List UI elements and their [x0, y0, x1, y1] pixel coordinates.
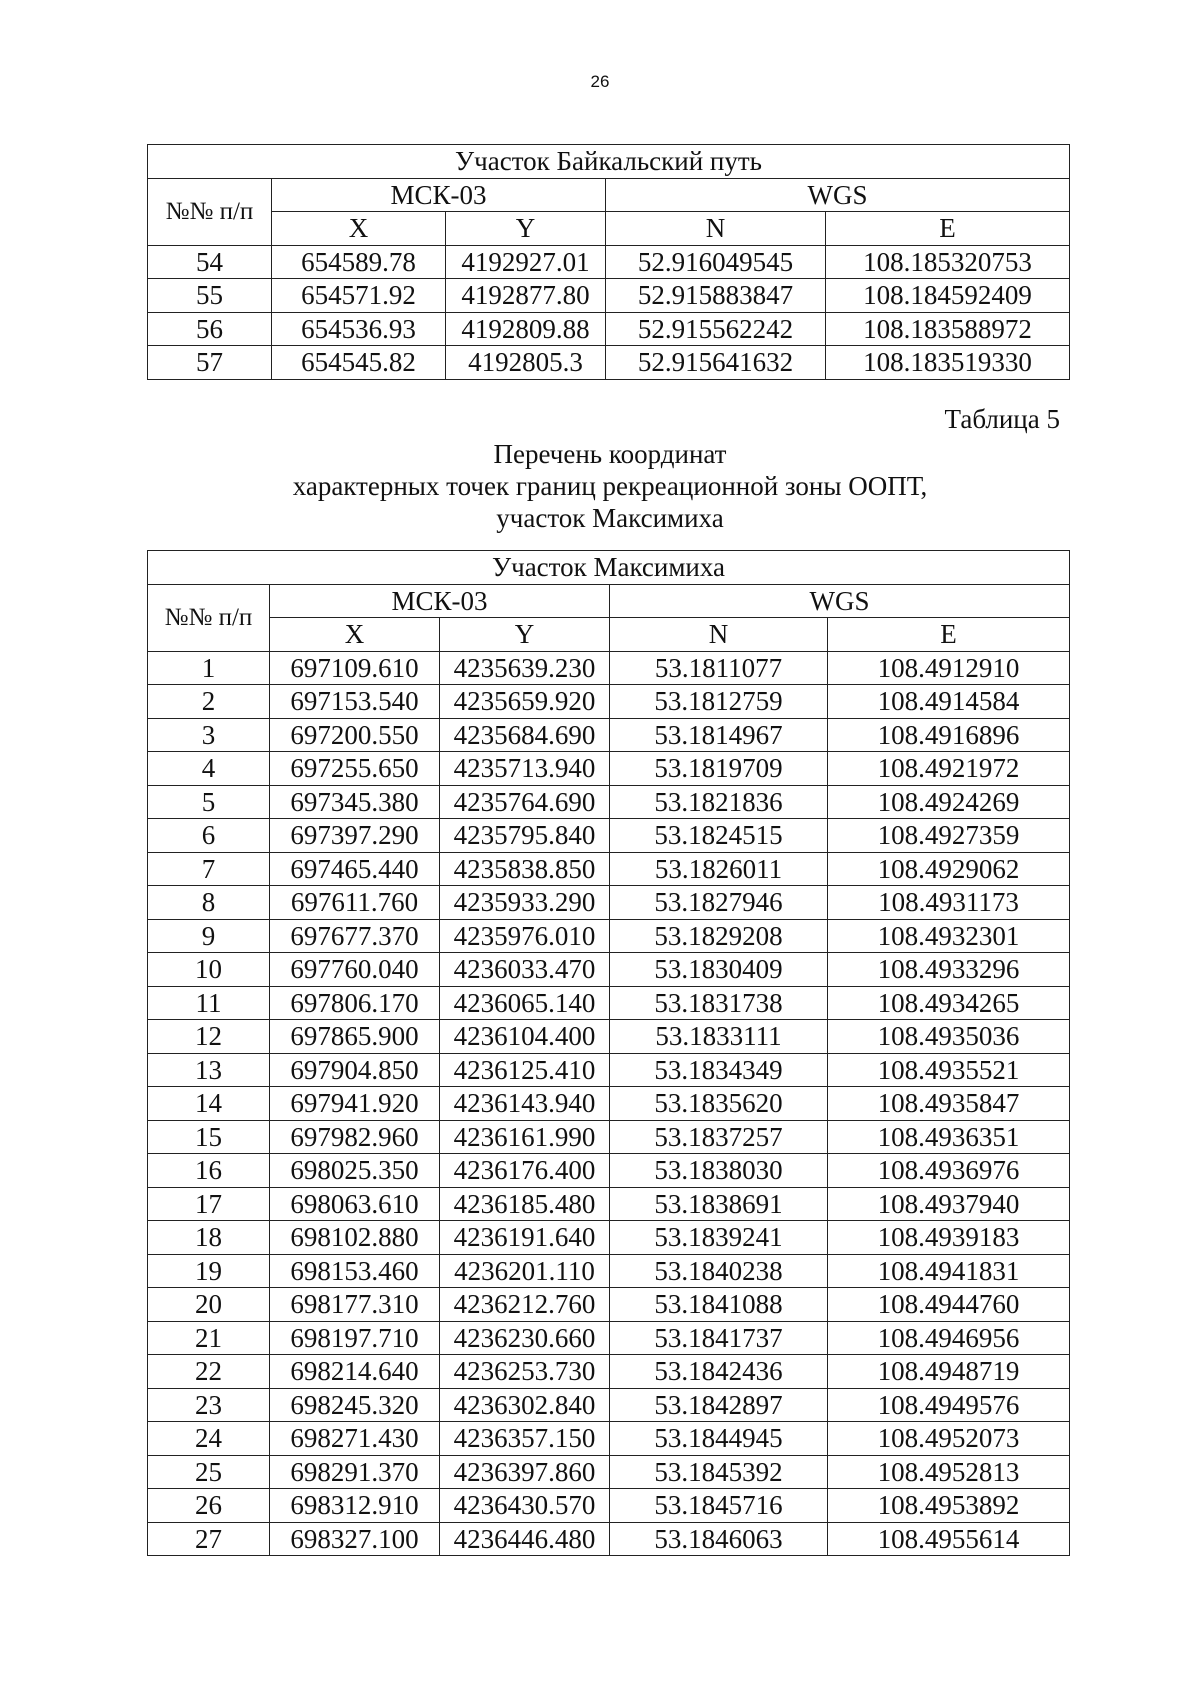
table-label: Таблица 5 — [944, 404, 1060, 434]
cell-n: 53.1846063 — [610, 1522, 828, 1556]
coordinates-table-maksimikha — [147, 550, 1070, 1556]
table-row — [148, 886, 1070, 920]
row-number-header: №№ п/п — [148, 178, 272, 245]
table-caption: Участок Байкальский путь — [148, 145, 1070, 179]
cell-point-number: 12 — [148, 1020, 270, 1054]
cell-y: 4236161.990 — [440, 1120, 610, 1154]
table-title — [0, 438, 1200, 534]
cell-n: 53.1835620 — [610, 1087, 828, 1121]
cell-point-number: 4 — [148, 752, 270, 786]
cell-y: 4236212.760 — [440, 1288, 610, 1322]
table-row — [148, 1388, 1070, 1422]
table-row — [148, 1288, 1070, 1322]
cell-e: 108.4949576 — [828, 1388, 1070, 1422]
table-row — [148, 346, 1070, 380]
table-row — [148, 819, 1070, 853]
cell-point-number: 24 — [148, 1422, 270, 1456]
cell-x: 697677.370 — [270, 919, 440, 953]
cell-x: 698197.710 — [270, 1321, 440, 1355]
cell-n: 52.916049545 — [606, 245, 826, 279]
cell-x: 654536.93 — [272, 312, 446, 346]
table-row — [148, 651, 1070, 685]
cell-point-number: 57 — [148, 346, 272, 380]
cell-y: 4236176.400 — [440, 1154, 610, 1188]
coordinates-table-baikal-path — [147, 144, 1070, 380]
cell-y: 4236397.860 — [440, 1455, 610, 1489]
column-header-x: X — [270, 618, 440, 652]
column-header-n: N — [610, 618, 828, 652]
cell-n: 53.1838030 — [610, 1154, 828, 1188]
cell-point-number: 17 — [148, 1187, 270, 1221]
cell-y: 4235764.690 — [440, 785, 610, 819]
cell-point-number: 16 — [148, 1154, 270, 1188]
cell-e: 108.4952073 — [828, 1422, 1070, 1456]
cell-point-number: 25 — [148, 1455, 270, 1489]
table-row — [148, 245, 1070, 279]
cell-point-number: 20 — [148, 1288, 270, 1322]
cell-n: 53.1838691 — [610, 1187, 828, 1221]
cell-n: 52.915641632 — [606, 346, 826, 380]
cell-e: 108.4944760 — [828, 1288, 1070, 1322]
cell-n: 53.1837257 — [610, 1120, 828, 1154]
cell-x: 698214.640 — [270, 1355, 440, 1389]
cell-point-number: 14 — [148, 1087, 270, 1121]
cell-point-number: 6 — [148, 819, 270, 853]
cell-point-number: 21 — [148, 1321, 270, 1355]
cell-y: 4236430.570 — [440, 1489, 610, 1523]
cell-e: 108.4912910 — [828, 651, 1070, 685]
cell-e: 108.185320753 — [826, 245, 1070, 279]
cell-x: 698245.320 — [270, 1388, 440, 1422]
cell-n: 53.1841088 — [610, 1288, 828, 1322]
cell-e: 108.4929062 — [828, 852, 1070, 886]
cell-e: 108.4927359 — [828, 819, 1070, 853]
cell-n: 53.1839241 — [610, 1221, 828, 1255]
cell-x: 698177.310 — [270, 1288, 440, 1322]
cell-point-number: 8 — [148, 886, 270, 920]
cell-e: 108.4946956 — [828, 1321, 1070, 1355]
cell-point-number: 26 — [148, 1489, 270, 1523]
msk-header: МСК-03 — [270, 584, 610, 618]
cell-e: 108.4932301 — [828, 919, 1070, 953]
table-row — [148, 1187, 1070, 1221]
cell-e: 108.4924269 — [828, 785, 1070, 819]
cell-y: 4236191.640 — [440, 1221, 610, 1255]
cell-point-number: 9 — [148, 919, 270, 953]
cell-n: 53.1821836 — [610, 785, 828, 819]
table-row — [148, 1355, 1070, 1389]
cell-y: 4235976.010 — [440, 919, 610, 953]
cell-n: 53.1845716 — [610, 1489, 828, 1523]
page-number: 26 — [590, 72, 610, 91]
cell-x: 698271.430 — [270, 1422, 440, 1456]
cell-point-number: 3 — [148, 718, 270, 752]
cell-y: 4235659.920 — [440, 685, 610, 719]
cell-n: 53.1842897 — [610, 1388, 828, 1422]
table-row — [148, 1254, 1070, 1288]
cell-x: 698063.610 — [270, 1187, 440, 1221]
cell-x: 697982.960 — [270, 1120, 440, 1154]
cell-x: 697255.650 — [270, 752, 440, 786]
cell-x: 698025.350 — [270, 1154, 440, 1188]
column-header-x: X — [272, 212, 446, 246]
cell-x: 697865.900 — [270, 1020, 440, 1054]
cell-x: 697904.850 — [270, 1053, 440, 1087]
cell-x: 697806.170 — [270, 986, 440, 1020]
cell-point-number: 56 — [148, 312, 272, 346]
cell-n: 53.1830409 — [610, 953, 828, 987]
cell-y: 4192805.3 — [446, 346, 606, 380]
cell-y: 4236125.410 — [440, 1053, 610, 1087]
cell-n: 53.1844945 — [610, 1422, 828, 1456]
cell-e: 108.4948719 — [828, 1355, 1070, 1389]
table-row — [148, 279, 1070, 313]
cell-y: 4192877.80 — [446, 279, 606, 313]
table-row — [148, 953, 1070, 987]
table-row — [148, 919, 1070, 953]
cell-x: 698291.370 — [270, 1455, 440, 1489]
cell-e: 108.4935036 — [828, 1020, 1070, 1054]
table-row — [148, 785, 1070, 819]
cell-y: 4235795.840 — [440, 819, 610, 853]
cell-point-number: 15 — [148, 1120, 270, 1154]
cell-e: 108.4939183 — [828, 1221, 1070, 1255]
cell-y: 4236104.400 — [440, 1020, 610, 1054]
table-row — [148, 1455, 1070, 1489]
cell-point-number: 2 — [148, 685, 270, 719]
cell-y: 4236302.840 — [440, 1388, 610, 1422]
cell-x: 697611.760 — [270, 886, 440, 920]
cell-n: 53.1814967 — [610, 718, 828, 752]
table-title-line: характерных точек границ рекреационной зоны ООПТ, — [292, 471, 928, 501]
cell-y: 4235639.230 — [440, 651, 610, 685]
cell-point-number: 22 — [148, 1355, 270, 1389]
cell-y: 4236033.470 — [440, 953, 610, 987]
cell-point-number: 1 — [148, 651, 270, 685]
cell-point-number: 18 — [148, 1221, 270, 1255]
cell-n: 53.1842436 — [610, 1355, 828, 1389]
cell-point-number: 13 — [148, 1053, 270, 1087]
column-header-y: Y — [446, 212, 606, 246]
cell-x: 697397.290 — [270, 819, 440, 853]
table-row — [148, 1053, 1070, 1087]
cell-x: 697200.550 — [270, 718, 440, 752]
cell-e: 108.184592409 — [826, 279, 1070, 313]
cell-x: 654545.82 — [272, 346, 446, 380]
table-row — [148, 1154, 1070, 1188]
cell-point-number: 11 — [148, 986, 270, 1020]
cell-e: 108.4935521 — [828, 1053, 1070, 1087]
cell-x: 698153.460 — [270, 1254, 440, 1288]
cell-point-number: 10 — [148, 953, 270, 987]
cell-n: 53.1833111 — [610, 1020, 828, 1054]
cell-x: 697109.610 — [270, 651, 440, 685]
table-row — [148, 752, 1070, 786]
cell-n: 53.1811077 — [610, 651, 828, 685]
cell-point-number: 54 — [148, 245, 272, 279]
cell-e: 108.4935847 — [828, 1087, 1070, 1121]
cell-x: 698312.910 — [270, 1489, 440, 1523]
cell-e: 108.4931173 — [828, 886, 1070, 920]
cell-y: 4235684.690 — [440, 718, 610, 752]
cell-y: 4192927.01 — [446, 245, 606, 279]
cell-y: 4235713.940 — [440, 752, 610, 786]
cell-point-number: 55 — [148, 279, 272, 313]
table-row — [148, 1489, 1070, 1523]
table-row — [148, 718, 1070, 752]
cell-x: 698102.880 — [270, 1221, 440, 1255]
cell-e: 108.4937940 — [828, 1187, 1070, 1221]
table-row — [148, 1422, 1070, 1456]
table-row — [148, 986, 1070, 1020]
cell-x: 697760.040 — [270, 953, 440, 987]
cell-x: 654571.92 — [272, 279, 446, 313]
column-header-y: Y — [440, 618, 610, 652]
cell-y: 4236230.660 — [440, 1321, 610, 1355]
cell-e: 108.183519330 — [826, 346, 1070, 380]
cell-e: 108.4941831 — [828, 1254, 1070, 1288]
cell-e: 108.4921972 — [828, 752, 1070, 786]
cell-e: 108.4936976 — [828, 1154, 1070, 1188]
cell-y: 4235838.850 — [440, 852, 610, 886]
cell-n: 53.1831738 — [610, 986, 828, 1020]
msk-header: МСК-03 — [272, 178, 606, 212]
cell-y: 4236143.940 — [440, 1087, 610, 1121]
table-row — [148, 1020, 1070, 1054]
cell-x: 698327.100 — [270, 1522, 440, 1556]
cell-x: 697465.440 — [270, 852, 440, 886]
cell-n: 53.1829208 — [610, 919, 828, 953]
cell-n: 52.915883847 — [606, 279, 826, 313]
cell-y: 4236201.110 — [440, 1254, 610, 1288]
table-caption: Участок Максимиха — [148, 551, 1070, 585]
cell-x: 697941.920 — [270, 1087, 440, 1121]
cell-n: 53.1840238 — [610, 1254, 828, 1288]
cell-n: 53.1824515 — [610, 819, 828, 853]
cell-e: 108.4952813 — [828, 1455, 1070, 1489]
row-number-header: №№ п/п — [148, 584, 270, 651]
cell-y: 4235933.290 — [440, 886, 610, 920]
cell-n: 53.1819709 — [610, 752, 828, 786]
cell-x: 654589.78 — [272, 245, 446, 279]
table-row — [148, 1522, 1070, 1556]
cell-y: 4236357.150 — [440, 1422, 610, 1456]
table-row — [148, 1221, 1070, 1255]
cell-n: 53.1812759 — [610, 685, 828, 719]
cell-n: 52.915562242 — [606, 312, 826, 346]
cell-point-number: 27 — [148, 1522, 270, 1556]
table-row — [148, 685, 1070, 719]
table-row — [148, 852, 1070, 886]
cell-n: 53.1826011 — [610, 852, 828, 886]
table-row — [148, 1120, 1070, 1154]
table-row — [148, 1321, 1070, 1355]
cell-n: 53.1845392 — [610, 1455, 828, 1489]
cell-x: 697345.380 — [270, 785, 440, 819]
cell-y: 4192809.88 — [446, 312, 606, 346]
table-title-line: Перечень координат — [493, 439, 727, 469]
column-header-n: N — [606, 212, 826, 246]
cell-e: 108.4953892 — [828, 1489, 1070, 1523]
cell-e: 108.4914584 — [828, 685, 1070, 719]
cell-n: 53.1827946 — [610, 886, 828, 920]
cell-y: 4236446.480 — [440, 1522, 610, 1556]
cell-e: 108.4936351 — [828, 1120, 1070, 1154]
column-header-e: E — [826, 212, 1070, 246]
cell-e: 108.183588972 — [826, 312, 1070, 346]
cell-point-number: 7 — [148, 852, 270, 886]
cell-n: 53.1834349 — [610, 1053, 828, 1087]
cell-y: 4236185.480 — [440, 1187, 610, 1221]
wgs-header: WGS — [606, 178, 1070, 212]
cell-e: 108.4916896 — [828, 718, 1070, 752]
column-header-e: E — [828, 618, 1070, 652]
table-row — [148, 312, 1070, 346]
cell-e: 108.4933296 — [828, 953, 1070, 987]
cell-point-number: 5 — [148, 785, 270, 819]
cell-e: 108.4934265 — [828, 986, 1070, 1020]
cell-y: 4236065.140 — [440, 986, 610, 1020]
cell-x: 697153.540 — [270, 685, 440, 719]
table-row — [148, 1087, 1070, 1121]
cell-y: 4236253.730 — [440, 1355, 610, 1389]
table-title-line: участок Максимиха — [496, 503, 724, 533]
wgs-header: WGS — [610, 584, 1070, 618]
cell-point-number: 23 — [148, 1388, 270, 1422]
cell-point-number: 19 — [148, 1254, 270, 1288]
cell-e: 108.4955614 — [828, 1522, 1070, 1556]
cell-n: 53.1841737 — [610, 1321, 828, 1355]
